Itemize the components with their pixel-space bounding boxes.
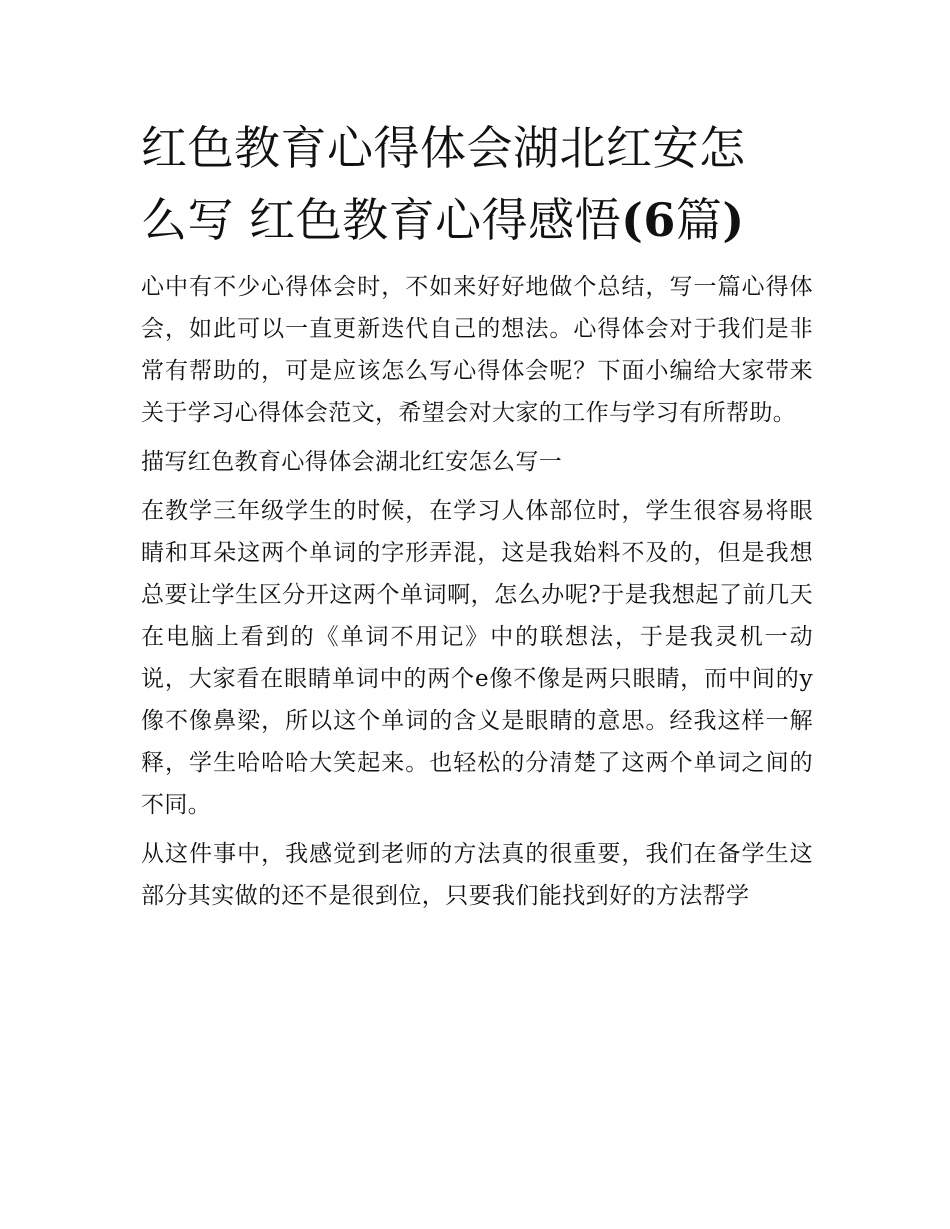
title-line-2-bold: (6 <box>621 193 676 247</box>
section-heading: 描写红色教育心得体会湖北红安怎么写一 <box>141 449 563 475</box>
body-paragraph: 从这件事中，我感觉到老师的方法真的很重要，我们在备学生这部分其实做的还不是很到位，只要我们能找到好的方法帮学 <box>141 841 813 909</box>
title-line-2-end: ) <box>722 193 745 247</box>
document-title <box>141 112 813 256</box>
document-content <box>141 112 813 924</box>
title-line-2-start: 么写 红色教育心得感悟 <box>141 193 622 247</box>
title-line-1: 红色教育心得体会湖北红安怎 <box>141 121 746 175</box>
title-line-2-mid: 篇 <box>675 193 723 247</box>
intro-paragraph: 心中有不少心得体会时，不如来好好地做个总结，写一篇心得体会，如此可以一直更新迭代自己的想法。心得体会对于我们是非常有帮助的，可是应该怎么写心得体会呢？下面小编给大家带来关于学习心得体会范文，希望会对大家的工作与学习有所帮助。 <box>141 274 813 426</box>
body-paragraph: 在教学三年级学生的时候，在学习人体部位时，学生很容易将眼睛和耳朵这两个单词的字形弄混，这是我始料不及的，但是我想总要让学生区分开这两个单词啊，怎么办呢?于是我想起了前几天在电脑上看到的《单词不用记》中的联想法，于是我灵机一动说，大家看在眼睛单词中的两个e像不像是两只眼睛，而中间的y像不像鼻梁，所以这个单词的含义是眼睛的意思。经我这样一解释，学生哈哈哈大笑起来。也轻松的分清楚了这两个单词之间的不同。 <box>141 498 813 818</box>
